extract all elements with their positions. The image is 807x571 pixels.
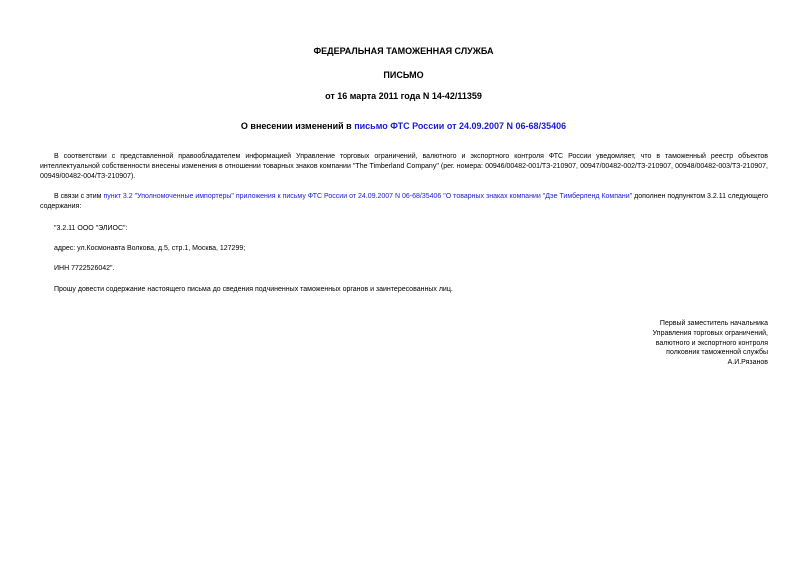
paragraph-amendment-prefix: В связи с этим	[54, 193, 104, 200]
signature-department-cont: валютного и экспортного контроля	[655, 339, 768, 347]
org-line: "3.2.11 ООО "ЭЛИОС":	[54, 225, 128, 232]
signature-rank: полковник таможенной службы	[666, 349, 768, 357]
address-line: адрес: ул.Космонавта Волкова, д.5, стр.1, Москва, 127299;	[54, 245, 246, 252]
signature-department: Управления торговых ограничений,	[652, 329, 768, 337]
request-line: Прошу довести содержание настоящего письма до сведения подчиненных таможенных органов и заинтересованных лиц.	[54, 286, 453, 293]
document-type: ПИСЬМО	[383, 70, 424, 80]
paragraph-amendment-suffix: дополнен подпунктом 3.2.11 следующего содержания:	[40, 193, 768, 210]
signature-name: А.И.Рязанов	[727, 359, 768, 367]
signature-position: Первый заместитель начальника	[659, 320, 768, 327]
amendment-link[interactable]: пункт 3.2 "Уполномоченные импортеры" приложения к письму ФТС России от 24.09.2007 N 06-68/35406 "О товарных знаках компании "Дэе Тимберленд Компани"	[103, 193, 633, 200]
subject-prefix: О внесении изменений в	[240, 121, 355, 131]
agency-title: ФЕДЕРАЛЬНАЯ ТАМОЖЕННАЯ СЛУЖБА	[313, 46, 494, 56]
document-date-number: от 16 марта 2011 года N 14-42/11359	[325, 91, 482, 101]
paragraph-notification: В соответствии с представленной правообладателем информацией Управление торговых ограничений, валютного и экспортного контроля ФТС России уведомляет, что в таможенный реестр объектов интеллектуальной собственности внесены изменения в отношении товарных знаков компании "The Timberland Company" (рег. номера: 00946/00482-001/ТЗ-210907, 00947/00482-002/ТЗ-210907, 00948/00482-003/ТЗ-210907, 00949/00482-004/ТЗ-210907).	[40, 153, 768, 180]
inn-line: ИНН 7722526042".	[54, 265, 115, 272]
paragraph-amendment	[40, 192, 768, 212]
document-subject	[0, 121, 807, 132]
signature-block	[508, 319, 768, 368]
subject-link[interactable]: письмо ФТС России от 24.09.2007 N 06-68/35406	[354, 121, 567, 131]
